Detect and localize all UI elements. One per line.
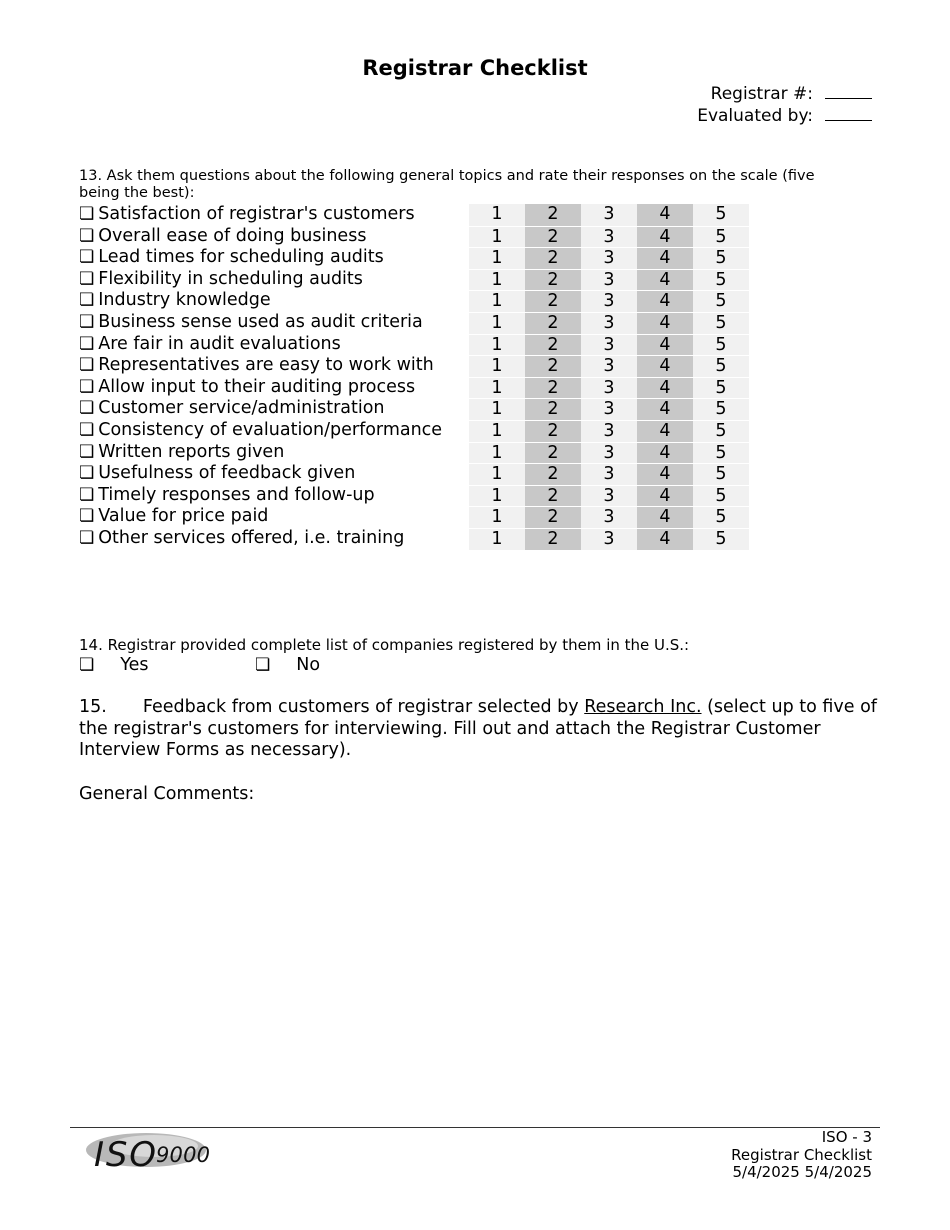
- rating-item-label: [79, 506, 464, 528]
- rating-option-5[interactable]: 5: [693, 290, 749, 312]
- rating-item-text: Overall ease of doing business: [98, 225, 367, 246]
- rating-option-3[interactable]: 3: [581, 204, 637, 226]
- page-title: Registrar Checklist: [362, 56, 588, 80]
- rating-table: [79, 204, 749, 550]
- rating-option-1[interactable]: 1: [469, 442, 525, 464]
- rating-option-2[interactable]: 2: [525, 290, 581, 312]
- rating-option-5[interactable]: 5: [693, 204, 749, 226]
- rating-option-1[interactable]: 1: [469, 398, 525, 420]
- rating-item-text: Timely responses and follow-up: [98, 484, 375, 505]
- rating-item-text: Business sense used as audit criteria: [98, 311, 423, 332]
- rating-option-5[interactable]: 5: [693, 420, 749, 442]
- footer-page: ISO - 3: [821, 1128, 872, 1146]
- rating-option-3[interactable]: 3: [581, 312, 637, 334]
- rating-scale: [469, 442, 749, 464]
- rating-scale: [469, 420, 749, 442]
- checkbox-icon[interactable]: ❏: [79, 463, 95, 484]
- rating-option-5[interactable]: 5: [693, 485, 749, 507]
- rating-option-5[interactable]: 5: [693, 312, 749, 334]
- rating-item-text: Flexibility in scheduling audits: [98, 268, 363, 289]
- footer-info: [731, 1129, 872, 1182]
- rating-scale: [469, 463, 749, 485]
- rating-scale: [469, 528, 749, 550]
- rating-option-4[interactable]: 4: [637, 485, 693, 507]
- evaluated-by-row: [697, 104, 872, 126]
- rating-option-1[interactable]: 1: [469, 377, 525, 399]
- rating-option-4[interactable]: 4: [637, 247, 693, 269]
- rating-item-text: Allow input to their auditing process: [98, 376, 416, 397]
- rating-option-4[interactable]: 4: [637, 398, 693, 420]
- iso-9000-logo: [84, 1128, 216, 1172]
- rating-option-5[interactable]: 5: [693, 377, 749, 399]
- rating-item-text: Industry knowledge: [98, 290, 271, 311]
- rating-option-1[interactable]: 1: [469, 528, 525, 550]
- rating-option-1[interactable]: 1: [469, 312, 525, 334]
- checkbox-icon[interactable]: ❏: [79, 376, 95, 397]
- rating-option-4[interactable]: 4: [637, 528, 693, 550]
- rating-scale: [469, 334, 749, 356]
- rating-option-1[interactable]: 1: [469, 485, 525, 507]
- rating-item-label: [79, 398, 464, 420]
- svg-text:ISO: ISO: [94, 1135, 156, 1172]
- rating-option-2[interactable]: 2: [525, 247, 581, 269]
- rating-option-5[interactable]: 5: [693, 398, 749, 420]
- evaluated-by-label: Evaluated by:: [697, 106, 813, 126]
- rating-item-text: Consistency of evaluation/performance: [98, 419, 443, 440]
- rating-option-2[interactable]: 2: [525, 377, 581, 399]
- rating-option-2[interactable]: 2: [525, 442, 581, 464]
- rating-item-label: [79, 528, 464, 550]
- rating-item-text: Written reports given: [98, 441, 285, 462]
- checkbox-icon[interactable]: ❏: [79, 333, 95, 354]
- rating-scale: [469, 269, 749, 291]
- rating-option-5[interactable]: 5: [693, 442, 749, 464]
- rating-row: [79, 334, 749, 356]
- rating-option-2[interactable]: 2: [525, 269, 581, 291]
- svg-text:9000: 9000: [156, 1143, 210, 1167]
- rating-option-1[interactable]: 1: [469, 290, 525, 312]
- rating-scale: [469, 485, 749, 507]
- no-label: No: [296, 655, 321, 675]
- rating-item-label: [79, 290, 464, 312]
- rating-item-label: [79, 355, 464, 377]
- rating-row: [79, 485, 749, 507]
- checkbox-icon[interactable]: ❏: [79, 484, 95, 505]
- rating-option-2[interactable]: 2: [525, 398, 581, 420]
- checkbox-icon[interactable]: ❏: [79, 398, 95, 419]
- company-name: Research Inc.: [584, 697, 702, 717]
- rating-option-5[interactable]: 5: [693, 355, 749, 377]
- registrar-number-blank[interactable]: [825, 82, 872, 99]
- rating-option-1[interactable]: 1: [469, 269, 525, 291]
- rating-option-1[interactable]: 1: [469, 355, 525, 377]
- rating-scale: [469, 377, 749, 399]
- rating-item-label: [79, 269, 464, 291]
- rating-option-4[interactable]: 4: [637, 377, 693, 399]
- rating-scale: [469, 506, 749, 528]
- rating-scale: [469, 312, 749, 334]
- rating-item-label: [79, 377, 464, 399]
- question-14-text: 14. Registrar provided complete list of companies registered by them in the U.S.:: [79, 636, 690, 654]
- rating-option-2[interactable]: 2: [525, 463, 581, 485]
- registrar-number-label: Registrar #:: [710, 84, 813, 104]
- rating-item-text: Other services offered, i.e. training: [98, 527, 405, 548]
- rating-option-3[interactable]: 3: [581, 528, 637, 550]
- no-option[interactable]: [255, 655, 320, 675]
- rating-option-1[interactable]: 1: [469, 506, 525, 528]
- rating-option-3[interactable]: 3: [581, 420, 637, 442]
- rating-option-2[interactable]: 2: [525, 528, 581, 550]
- rating-option-4[interactable]: 4: [637, 463, 693, 485]
- rating-row: [79, 247, 749, 269]
- rating-item-text: Lead times for scheduling audits: [98, 247, 384, 268]
- rating-item-label: [79, 334, 464, 356]
- rating-option-4[interactable]: 4: [637, 269, 693, 291]
- rating-option-2[interactable]: 2: [525, 334, 581, 356]
- rating-scale: [469, 290, 749, 312]
- rating-item-text: Value for price paid: [98, 506, 269, 527]
- checkbox-icon[interactable]: ❏: [79, 419, 95, 440]
- rating-option-1[interactable]: 1: [469, 334, 525, 356]
- question-15-text: [79, 697, 879, 762]
- question-15-after: (select up to five of the registrar's customers for interviewing. Fill out and attach the Registrar Customer Interview Forms as necessary).: [79, 697, 877, 761]
- rating-option-5[interactable]: 5: [693, 226, 749, 248]
- footer-doc: Registrar Checklist: [731, 1145, 872, 1164]
- rating-row: [79, 355, 749, 377]
- rating-row: [79, 463, 749, 485]
- rating-option-5[interactable]: 5: [693, 269, 749, 291]
- rating-option-4[interactable]: 4: [637, 506, 693, 528]
- yes-label: Yes: [120, 655, 149, 675]
- rating-option-4[interactable]: 4: [637, 226, 693, 248]
- rating-option-3[interactable]: 3: [581, 269, 637, 291]
- rating-option-5[interactable]: 5: [693, 463, 749, 485]
- rating-option-3[interactable]: 3: [581, 506, 637, 528]
- rating-option-4[interactable]: 4: [637, 204, 693, 226]
- rating-option-3[interactable]: 3: [581, 377, 637, 399]
- rating-option-1[interactable]: 1: [469, 463, 525, 485]
- checkbox-icon[interactable]: ❏: [255, 655, 271, 675]
- evaluated-by-blank[interactable]: [825, 104, 872, 121]
- rating-row: [79, 420, 749, 442]
- rating-row: [79, 312, 749, 334]
- rating-option-5[interactable]: 5: [693, 334, 749, 356]
- checkbox-icon[interactable]: ❏: [79, 506, 95, 527]
- rating-option-5[interactable]: 5: [693, 247, 749, 269]
- checkbox-icon[interactable]: ❏: [79, 268, 95, 289]
- rating-scale: [469, 247, 749, 269]
- checkbox-icon[interactable]: ❏: [79, 355, 95, 376]
- rating-item-label: [79, 485, 464, 507]
- rating-item-text: Satisfaction of registrar's customers: [98, 204, 415, 224]
- rating-row: [79, 528, 749, 550]
- rating-option-3[interactable]: 3: [581, 442, 637, 464]
- rating-scale: [469, 226, 749, 248]
- rating-item-label: [79, 442, 464, 464]
- question-15-before: Feedback from customers of registrar selected by: [142, 697, 579, 717]
- registrar-number-row: [711, 82, 872, 104]
- rating-option-1[interactable]: 1: [469, 247, 525, 269]
- rating-row: [79, 204, 749, 226]
- rating-option-3[interactable]: 3: [581, 463, 637, 485]
- rating-option-3[interactable]: 3: [581, 398, 637, 420]
- checkbox-icon[interactable]: ❏: [79, 527, 95, 548]
- rating-item-label: [79, 463, 464, 485]
- rating-scale: [469, 204, 749, 226]
- rating-item-label: [79, 420, 464, 442]
- rating-option-5[interactable]: 5: [693, 506, 749, 528]
- rating-row: [79, 226, 749, 248]
- rating-item-text: Customer service/administration: [98, 398, 385, 419]
- rating-option-4[interactable]: 4: [637, 334, 693, 356]
- rating-option-3[interactable]: 3: [581, 334, 637, 356]
- rating-option-3[interactable]: 3: [581, 485, 637, 507]
- checkbox-icon[interactable]: ❏: [79, 225, 95, 246]
- rating-row: [79, 442, 749, 464]
- yes-no-options: [79, 655, 320, 675]
- rating-item-text: Representatives are easy to work with: [98, 355, 434, 376]
- rating-row: [79, 269, 749, 291]
- checkbox-icon[interactable]: ❏: [79, 247, 95, 268]
- rating-option-1[interactable]: 1: [469, 204, 525, 226]
- rating-scale: [469, 355, 749, 377]
- rating-row: [79, 398, 749, 420]
- rating-option-3[interactable]: 3: [581, 290, 637, 312]
- rating-option-3[interactable]: 3: [581, 355, 637, 377]
- rating-option-4[interactable]: 4: [637, 290, 693, 312]
- rating-option-4[interactable]: 4: [637, 420, 693, 442]
- rating-option-4[interactable]: 4: [637, 355, 693, 377]
- checkbox-icon[interactable]: ❏: [79, 441, 95, 462]
- rating-item-label: [79, 226, 464, 248]
- rating-option-2[interactable]: 2: [525, 506, 581, 528]
- rating-option-2[interactable]: 2: [525, 485, 581, 507]
- general-comments-label: General Comments:: [79, 784, 255, 804]
- question-13-text: 13. Ask them questions about the following general topics and rate their responses on the scale (five being the best):: [79, 168, 815, 201]
- rating-item-label: [79, 312, 464, 334]
- rating-row: [79, 290, 749, 312]
- question-15-number: 15.: [79, 697, 107, 717]
- rating-option-3[interactable]: 3: [581, 226, 637, 248]
- footer-dates: 5/4/2025 5/4/2025: [732, 1163, 872, 1181]
- checkbox-icon[interactable]: ❏: [79, 204, 95, 224]
- rating-option-2[interactable]: 2: [525, 204, 581, 226]
- rating-option-5[interactable]: 5: [693, 528, 749, 550]
- rating-option-2[interactable]: 2: [525, 312, 581, 334]
- rating-row: [79, 506, 749, 528]
- rating-option-4[interactable]: 4: [637, 442, 693, 464]
- checkbox-icon[interactable]: ❏: [79, 290, 95, 311]
- rating-option-2[interactable]: 2: [525, 420, 581, 442]
- rating-option-3[interactable]: 3: [581, 247, 637, 269]
- rating-item-label: [79, 247, 464, 269]
- rating-option-4[interactable]: 4: [637, 312, 693, 334]
- checkbox-icon[interactable]: ❏: [79, 311, 95, 332]
- rating-scale: [469, 398, 749, 420]
- rating-item-text: Are fair in audit evaluations: [98, 333, 341, 354]
- yes-option[interactable]: [79, 655, 255, 675]
- rating-option-2[interactable]: 2: [525, 355, 581, 377]
- checkbox-icon[interactable]: ❏: [79, 655, 95, 675]
- rating-option-1[interactable]: 1: [469, 226, 525, 248]
- rating-option-1[interactable]: 1: [469, 420, 525, 442]
- rating-item-label: [79, 204, 464, 226]
- rating-row: [79, 377, 749, 399]
- rating-item-text: Usefulness of feedback given: [98, 463, 356, 484]
- rating-option-2[interactable]: 2: [525, 226, 581, 248]
